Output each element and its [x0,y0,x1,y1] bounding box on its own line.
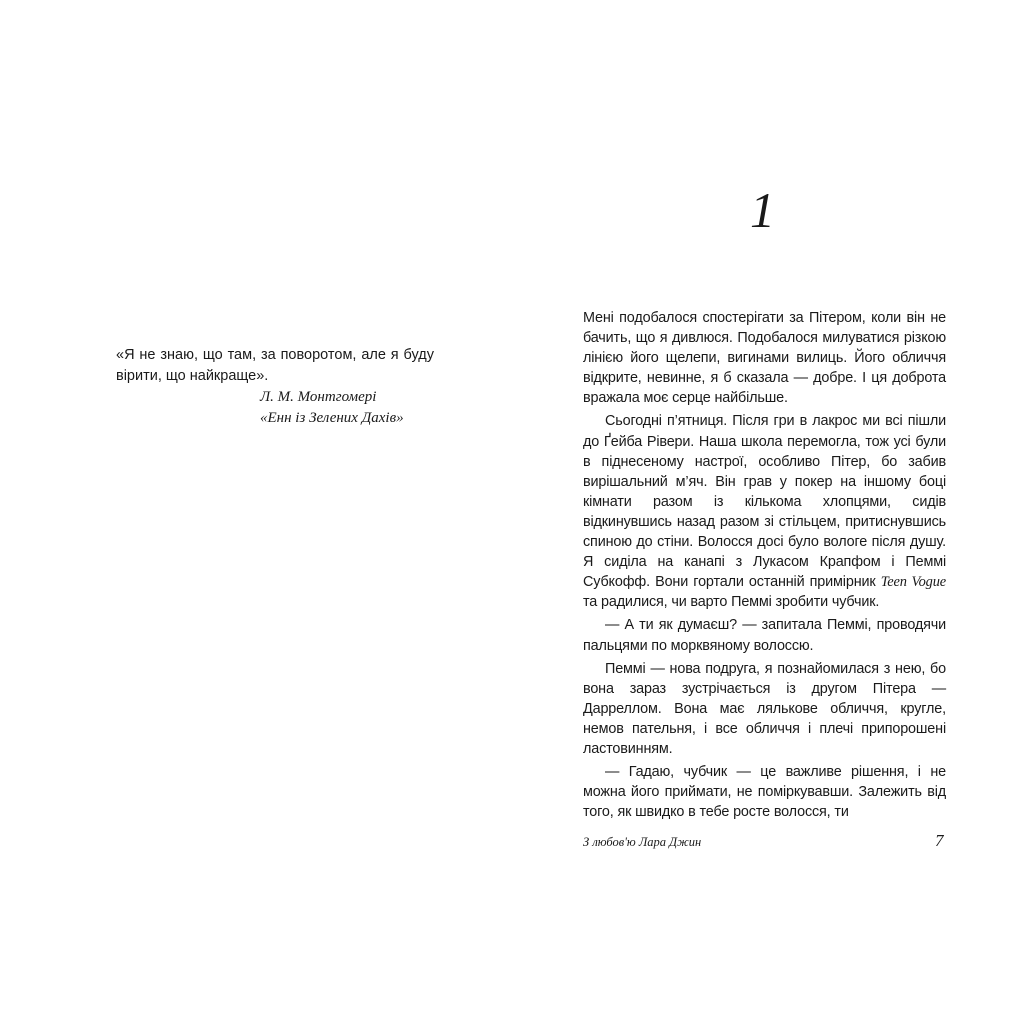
chapter-number: 1 [750,182,775,238]
paragraph-5: — Гадаю, чубчик — це важливе рішення, і не можна його приймати, не поміркувавши. Залежить від того, як швидко в тебе росте волосся, ти [583,764,946,821]
epigraph-quote: «Я не знаю, що там, за поворотом, але я буду вірити, що найкраще». [116,347,434,384]
epigraph [116,345,434,429]
chapter-body [583,308,946,825]
paragraph-2-text-after: та радилися, чи варто Пеммі зробити чубчик. [583,594,880,611]
epigraph-author: Л. М. Монтгомері [260,389,377,405]
paragraph-2 [583,411,946,612]
paragraph-4: Пеммі — нова подруга, я познайомилася з нею, бо вона зараз зустрічається із другом Пітера — Дарреллом. Вона має лялькове обличчя, кругле, немов пательня, і все обличчя і плечі припорошені ластовинням. [583,660,946,757]
paragraph-3: — А ти як думаєш? — запитала Пеммі, проводячи пальцями по морквяному волоссю. [583,617,946,654]
epigraph-work-title: «Енн із Зелених Дахів» [260,410,404,426]
paragraph-1: Мені подобалося спостерігати за Пітером, коли він не бачить, що я дивлюся. Подобалося милуватися різкою лінією його щелепи, вигинами вилиць. Його обличчя відкрите, невинне, я б сказала — добре. І ця доброта вражала моє серце найбільше. [583,310,946,407]
running-footer-title: З любов'ю Лара Джин [583,835,702,849]
page-number: 7 [935,831,944,850]
paragraph-2-text-before: Сьогодні п’ятниця. Після гри в лакрос ми всі пішли до Ґейба Рівери. Наша школа перемогла, тож усі були в піднесеному настрої, особливо Пітер, бо забив вирішальний м’яч. Він грав у покер на іншому боці кімнати разом із кількома хлопцями, сидів відкинувшись назад разом зі стільцем, притиснувшись спиною до стіни. Волосся досі було вологе після душу. Я сиділа на канапі з Лукасом Крапфом і Пеммі Субкофф. Вони гортали останній примірник [583,413,946,591]
magazine-title: Teen Vogue [880,574,946,591]
